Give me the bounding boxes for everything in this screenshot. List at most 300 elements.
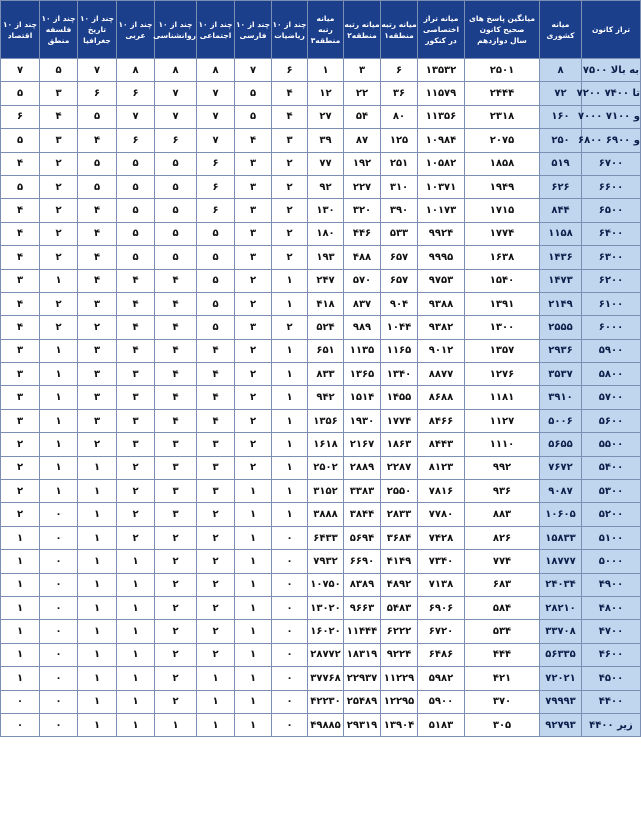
cell-psychology-out-of-10: ۴ — [155, 292, 197, 315]
cell-rank-median-region3: ۲۵۰۲ — [308, 456, 344, 479]
cell-psychology-out-of-10: ۱ — [155, 713, 197, 736]
cell-math-out-of-10: ۰ — [272, 596, 308, 619]
cell-history-geography-out-of-10: ۵ — [78, 105, 117, 128]
cell-kanoon-score: ۵۸۰۰ — [582, 363, 641, 386]
cell-arabic-out-of-10: ۲ — [117, 526, 155, 549]
cell-rank-median-region1: ۶۵۷ — [381, 269, 418, 292]
cell-social-out-of-10: ۳ — [197, 433, 235, 456]
cell-social-out-of-10: ۱ — [197, 667, 235, 690]
header-text: میانه — [551, 19, 570, 29]
header-text: چند از ۱۰ — [198, 19, 233, 29]
cell-history-geography-out-of-10: ۱ — [78, 620, 117, 643]
cell-specialized-score-median: ۹۳۸۲ — [418, 316, 465, 339]
cell-history-geography-out-of-10: ۳ — [78, 386, 117, 409]
header-philosophy-logic-out-of-10 — [40, 1, 78, 59]
cell-rank-median-region2: ۲۸۸۹ — [344, 456, 381, 479]
cell-social-out-of-10: ۷ — [197, 129, 235, 152]
cell-specialized-score-median: ۱۳۵۳۲ — [418, 59, 465, 82]
cell-history-geography-out-of-10: ۱ — [78, 573, 117, 596]
header-text: سال دوازدهم — [477, 36, 527, 45]
cell-history-geography-out-of-10: ۱ — [78, 503, 117, 526]
header-row — [1, 1, 641, 59]
cell-persian-out-of-10: ۱ — [235, 643, 272, 666]
cell-specialized-score-median: ۹۹۲۴ — [418, 222, 465, 245]
cell-philosophy-logic-out-of-10: ۱ — [40, 433, 78, 456]
cell-history-geography-out-of-10: ۵ — [78, 175, 117, 198]
cell-math-out-of-10: ۶ — [272, 59, 308, 82]
cell-philosophy-logic-out-of-10: ۱ — [40, 386, 78, 409]
cell-rank-median-region1: ۱۰۴۴ — [381, 316, 418, 339]
header-text: فلسفه — [45, 25, 72, 34]
cell-social-out-of-10: ۲ — [197, 526, 235, 549]
cell-kanoon-score: ۶۵۰۰ — [582, 199, 641, 222]
cell-math-out-of-10: ۲ — [272, 199, 308, 222]
table-row — [1, 526, 641, 549]
cell-math-out-of-10: ۰ — [272, 573, 308, 596]
cell-kanoon-score: ۵۰۰۰ — [582, 550, 641, 573]
cell-specialized-score-median: ۹۹۹۵ — [418, 246, 465, 269]
cell-psychology-out-of-10: ۸ — [155, 59, 197, 82]
table-row — [1, 246, 641, 269]
cell-rank-median-region3: ۱۳۵۶ — [308, 409, 344, 432]
cell-arabic-out-of-10: ۴ — [117, 339, 155, 362]
header-rank-median-region3 — [308, 1, 344, 59]
cell-math-out-of-10: ۱ — [272, 269, 308, 292]
cell-rank-median-region1: ۶ — [381, 59, 418, 82]
cell-rank-median-region1: ۱۸۶۳ — [381, 433, 418, 456]
cell-math-out-of-10: ۱ — [272, 503, 308, 526]
cell-kanoon-score: ۵۴۰۰ — [582, 456, 641, 479]
cell-kanoon-score: ۵۳۰۰ — [582, 480, 641, 503]
cell-avg-correct-answers: ۱۲۷۶ — [465, 363, 540, 386]
cell-rank-median-region2: ۱۸۳۱۹ — [344, 643, 381, 666]
cell-national-median: ۸۴۴ — [540, 199, 582, 222]
cell-philosophy-logic-out-of-10: ۰ — [40, 620, 78, 643]
cell-persian-out-of-10: ۲ — [235, 269, 272, 292]
cell-avg-correct-answers: ۲۳۱۸ — [465, 105, 540, 128]
cell-rank-median-region1: ۳۱۰ — [381, 175, 418, 198]
cell-arabic-out-of-10: ۵ — [117, 222, 155, 245]
cell-economics-out-of-10: ۱ — [1, 596, 40, 619]
cell-kanoon-score: تا ۷۴۰۰ ۷۲۰۰ — [582, 82, 641, 105]
cell-kanoon-score: ۴۶۰۰ — [582, 643, 641, 666]
cell-persian-out-of-10: ۵ — [235, 82, 272, 105]
cell-rank-median-region1: ۵۴۸۳ — [381, 596, 418, 619]
table-row — [1, 292, 641, 315]
cell-math-out-of-10: ۴ — [272, 105, 308, 128]
cell-economics-out-of-10: ۳ — [1, 386, 40, 409]
cell-rank-median-region3: ۱۸۰ — [308, 222, 344, 245]
cell-rank-median-region1: ۳۶۸۴ — [381, 526, 418, 549]
cell-kanoon-score: ۵۱۰۰ — [582, 526, 641, 549]
cell-specialized-score-median: ۶۴۸۶ — [418, 643, 465, 666]
cell-social-out-of-10: ۳ — [197, 480, 235, 503]
table-row — [1, 105, 641, 128]
table-header — [1, 1, 641, 59]
header-text: میانه تراز — [423, 14, 459, 23]
cell-kanoon-score: ۶۷۰۰ — [582, 152, 641, 175]
cell-persian-out-of-10: ۴ — [235, 129, 272, 152]
cell-rank-median-region2: ۱۳۶۵ — [344, 363, 381, 386]
cell-psychology-out-of-10: ۲ — [155, 667, 197, 690]
cell-psychology-out-of-10: ۲ — [155, 573, 197, 596]
cell-social-out-of-10: ۵ — [197, 246, 235, 269]
cell-social-out-of-10: ۷ — [197, 105, 235, 128]
header-psychology-out-of-10 — [155, 1, 197, 59]
header-social-out-of-10 — [197, 1, 235, 59]
cell-philosophy-logic-out-of-10: ۱ — [40, 363, 78, 386]
cell-kanoon-score: ۶۰۰۰ — [582, 316, 641, 339]
cell-psychology-out-of-10: ۶ — [155, 129, 197, 152]
cell-national-median: ۶۲۶ — [540, 175, 582, 198]
cell-social-out-of-10: ۱ — [197, 690, 235, 713]
cell-arabic-out-of-10: ۵ — [117, 175, 155, 198]
cell-rank-median-region3: ۴۹۸۸۵ — [308, 713, 344, 736]
cell-specialized-score-median: ۸۸۷۷ — [418, 363, 465, 386]
table-row — [1, 550, 641, 573]
cell-social-out-of-10: ۵ — [197, 316, 235, 339]
cell-persian-out-of-10: ۱ — [235, 596, 272, 619]
cell-philosophy-logic-out-of-10: ۲ — [40, 152, 78, 175]
cell-rank-median-region2: ۸۳۸۹ — [344, 573, 381, 596]
cell-rank-median-region3: ۶۴۳۳ — [308, 526, 344, 549]
cell-national-median: ۸ — [540, 59, 582, 82]
cell-psychology-out-of-10: ۵ — [155, 175, 197, 198]
cell-economics-out-of-10: ۲ — [1, 480, 40, 503]
cell-economics-out-of-10: ۴ — [1, 152, 40, 175]
cell-avg-correct-answers: ۲۵۰۱ — [465, 59, 540, 82]
cell-persian-out-of-10: ۱ — [235, 690, 272, 713]
cell-rank-median-region1: ۲۲۸۷ — [381, 456, 418, 479]
cell-rank-median-region1: ۶۲۲۲ — [381, 620, 418, 643]
cell-social-out-of-10: ۴ — [197, 409, 235, 432]
header-text: کشوری — [546, 30, 575, 40]
cell-social-out-of-10: ۵ — [197, 222, 235, 245]
cell-psychology-out-of-10: ۵ — [155, 222, 197, 245]
cell-rank-median-region3: ۱۳۰ — [308, 199, 344, 222]
header-text: میانگین پاسخ های — [468, 14, 536, 23]
cell-rank-median-region2: ۲۲ — [344, 82, 381, 105]
cell-rank-median-region3: ۱۳۰۲۰ — [308, 596, 344, 619]
cell-specialized-score-median: ۸۴۴۳ — [418, 433, 465, 456]
cell-social-out-of-10: ۵ — [197, 269, 235, 292]
cell-arabic-out-of-10: ۴ — [117, 269, 155, 292]
cell-kanoon-score: ۵۹۰۰ — [582, 339, 641, 362]
cell-rank-median-region2: ۶۶۹۰ — [344, 550, 381, 573]
header-arabic-out-of-10 — [117, 1, 155, 59]
cell-avg-correct-answers: ۹۳۶ — [465, 480, 540, 503]
cell-philosophy-logic-out-of-10: ۰ — [40, 526, 78, 549]
cell-rank-median-region1: ۳۶ — [381, 82, 418, 105]
header-text: فارسی — [239, 30, 267, 40]
cell-specialized-score-median: ۱۱۵۷۹ — [418, 82, 465, 105]
cell-national-median: ۷۶۷۲ — [540, 456, 582, 479]
cell-avg-correct-answers: ۳۷۰ — [465, 690, 540, 713]
header-text: منطقه۲ — [347, 30, 377, 40]
header-text: میانه رتبه — [316, 14, 335, 34]
cell-avg-correct-answers: ۱۶۳۸ — [465, 246, 540, 269]
header-text: اقتصاد — [7, 30, 33, 40]
cell-specialized-score-median: ۷۴۲۸ — [418, 526, 465, 549]
cell-math-out-of-10: ۲ — [272, 152, 308, 175]
cell-rank-median-region3: ۱۲ — [308, 82, 344, 105]
cell-arabic-out-of-10: ۱ — [117, 690, 155, 713]
cell-math-out-of-10: ۰ — [272, 526, 308, 549]
cell-arabic-out-of-10: ۸ — [117, 59, 155, 82]
cell-national-median: ۱۸۷۷۷ — [540, 550, 582, 573]
cell-rank-median-region1: ۴۸۹۲ — [381, 573, 418, 596]
cell-rank-median-region3: ۳۸۸۸ — [308, 503, 344, 526]
cell-national-median: ۲۹۳۶ — [540, 339, 582, 362]
cell-avg-correct-answers: ۱۱۸۱ — [465, 386, 540, 409]
cell-history-geography-out-of-10: ۱ — [78, 456, 117, 479]
cell-math-out-of-10: ۱ — [272, 480, 308, 503]
table-row — [1, 199, 641, 222]
cell-persian-out-of-10: ۲ — [235, 339, 272, 362]
cell-math-out-of-10: ۱ — [272, 292, 308, 315]
cell-math-out-of-10: ۲ — [272, 316, 308, 339]
header-text: چند از ۱۰ — [235, 19, 271, 29]
header-rank-median-region2 — [344, 1, 381, 59]
table-row — [1, 269, 641, 292]
cell-rank-median-region2: ۱۹۲ — [344, 152, 381, 175]
cell-rank-median-region1: ۲۸۳۳ — [381, 503, 418, 526]
cell-social-out-of-10: ۶ — [197, 175, 235, 198]
cell-history-geography-out-of-10: ۱ — [78, 643, 117, 666]
cell-economics-out-of-10: ۰ — [1, 713, 40, 736]
cell-rank-median-region2: ۱۵۱۴ — [344, 386, 381, 409]
cell-kanoon-score: ۵۶۰۰ — [582, 409, 641, 432]
cell-specialized-score-median: ۱۱۳۵۶ — [418, 105, 465, 128]
cell-economics-out-of-10: ۱ — [1, 573, 40, 596]
cell-specialized-score-median: ۸۱۲۳ — [418, 456, 465, 479]
cell-arabic-out-of-10: ۵ — [117, 199, 155, 222]
table-row — [1, 152, 641, 175]
cell-rank-median-region1: ۱۱۲۲۹ — [381, 667, 418, 690]
cell-specialized-score-median: ۷۸۱۶ — [418, 480, 465, 503]
cell-history-geography-out-of-10: ۶ — [78, 82, 117, 105]
cell-psychology-out-of-10: ۲ — [155, 620, 197, 643]
cell-rank-median-region2: ۹۸۹ — [344, 316, 381, 339]
header-text: تاریخ — [87, 25, 107, 34]
cell-history-geography-out-of-10: ۲ — [78, 316, 117, 339]
cell-philosophy-logic-out-of-10: ۱ — [40, 269, 78, 292]
header-text: چند از ۱۰ — [118, 19, 153, 29]
cell-economics-out-of-10: ۱ — [1, 526, 40, 549]
cell-avg-correct-answers: ۷۷۴ — [465, 550, 540, 573]
cell-kanoon-score: ۶۲۰۰ — [582, 269, 641, 292]
table-row — [1, 82, 641, 105]
cell-economics-out-of-10: ۴ — [1, 316, 40, 339]
cell-arabic-out-of-10: ۲ — [117, 503, 155, 526]
cell-philosophy-logic-out-of-10: ۱ — [40, 480, 78, 503]
cell-history-geography-out-of-10: ۱ — [78, 667, 117, 690]
cell-psychology-out-of-10: ۴ — [155, 386, 197, 409]
cell-philosophy-logic-out-of-10: ۱ — [40, 456, 78, 479]
cell-national-median: ۲۵۵۵ — [540, 316, 582, 339]
table-row — [1, 573, 641, 596]
cell-economics-out-of-10: ۱ — [1, 667, 40, 690]
cell-avg-correct-answers: ۱۳۵۷ — [465, 339, 540, 362]
cell-history-geography-out-of-10: ۴ — [78, 129, 117, 152]
cell-social-out-of-10: ۷ — [197, 82, 235, 105]
cell-specialized-score-median: ۸۶۸۸ — [418, 386, 465, 409]
cell-rank-median-region3: ۲۸۷۷۲ — [308, 643, 344, 666]
header-text: میانه رتبه — [381, 19, 417, 29]
cell-social-out-of-10: ۴ — [197, 363, 235, 386]
cell-philosophy-logic-out-of-10: ۰ — [40, 667, 78, 690]
cell-rank-median-region2: ۹۶۶۳ — [344, 596, 381, 619]
cell-kanoon-score: زیر ۴۴۰۰ — [582, 713, 641, 736]
cell-kanoon-score: ۴۵۰۰ — [582, 667, 641, 690]
cell-psychology-out-of-10: ۷ — [155, 105, 197, 128]
cell-rank-median-region2: ۴۴۶ — [344, 222, 381, 245]
table-row — [1, 667, 641, 690]
cell-kanoon-score: ۵۵۰۰ — [582, 433, 641, 456]
table-row — [1, 386, 641, 409]
cell-avg-correct-answers: ۲۰۷۵ — [465, 129, 540, 152]
cell-rank-median-region3: ۶۵۱ — [308, 339, 344, 362]
cell-rank-median-region3: ۲۴۷ — [308, 269, 344, 292]
header-text: ریاضیات — [274, 30, 305, 40]
cell-philosophy-logic-out-of-10: ۲ — [40, 246, 78, 269]
cell-rank-median-region3: ۷۷ — [308, 152, 344, 175]
cell-history-geography-out-of-10: ۱ — [78, 550, 117, 573]
cell-history-geography-out-of-10: ۳ — [78, 409, 117, 432]
cell-rank-median-region1: ۸۰ — [381, 105, 418, 128]
cell-history-geography-out-of-10: ۴ — [78, 269, 117, 292]
cell-national-median: ۱۶۰ — [540, 105, 582, 128]
cell-avg-correct-answers: ۳۰۵ — [465, 713, 540, 736]
cell-persian-out-of-10: ۷ — [235, 59, 272, 82]
cell-economics-out-of-10: ۵ — [1, 82, 40, 105]
cell-persian-out-of-10: ۱ — [235, 620, 272, 643]
header-text: منطقه۳ — [310, 36, 341, 45]
cell-national-median: ۵۰۰۶ — [540, 409, 582, 432]
cell-math-out-of-10: ۳ — [272, 129, 308, 152]
cell-avg-correct-answers: ۱۳۹۱ — [465, 292, 540, 315]
cell-specialized-score-median: ۵۹۸۲ — [418, 667, 465, 690]
cell-kanoon-score: ۶۴۰۰ — [582, 222, 641, 245]
cell-rank-median-region1: ۲۵۵۰ — [381, 480, 418, 503]
header-text: چند از ۱۰ — [158, 19, 193, 29]
cell-national-median: ۳۳۷۰۸ — [540, 620, 582, 643]
header-text: چند از ۱۰ — [2, 19, 38, 29]
cell-arabic-out-of-10: ۶ — [117, 82, 155, 105]
cell-specialized-score-median: ۵۹۰۰ — [418, 690, 465, 713]
cell-psychology-out-of-10: ۴ — [155, 316, 197, 339]
cell-rank-median-region2: ۱۹۳۰ — [344, 409, 381, 432]
cell-history-geography-out-of-10: ۴ — [78, 222, 117, 245]
cell-social-out-of-10: ۶ — [197, 199, 235, 222]
cell-national-median: ۱۵۸۳۳ — [540, 526, 582, 549]
cell-persian-out-of-10: ۳ — [235, 222, 272, 245]
table-row — [1, 409, 641, 432]
cell-rank-median-region3: ۲۷ — [308, 105, 344, 128]
cell-national-median: ۵۶۵۵ — [540, 433, 582, 456]
cell-rank-median-region2: ۳ — [344, 59, 381, 82]
cell-national-median: ۱۴۷۳ — [540, 269, 582, 292]
cell-persian-out-of-10: ۱ — [235, 526, 272, 549]
cell-persian-out-of-10: ۳ — [235, 199, 272, 222]
cell-economics-out-of-10: ۴ — [1, 292, 40, 315]
cell-rank-median-region2: ۸۷ — [344, 129, 381, 152]
cell-national-median: ۷۹۹۹۳ — [540, 690, 582, 713]
cell-national-median: ۱۰۶۰۵ — [540, 503, 582, 526]
cell-specialized-score-median: ۷۷۸۰ — [418, 503, 465, 526]
cell-economics-out-of-10: ۵ — [1, 129, 40, 152]
cell-rank-median-region2: ۳۸۴۴ — [344, 503, 381, 526]
cell-rank-median-region3: ۹۲ — [308, 175, 344, 198]
cell-arabic-out-of-10: ۴ — [117, 292, 155, 315]
cell-rank-median-region1: ۱۳۴۰ — [381, 363, 418, 386]
cell-persian-out-of-10: ۱ — [235, 667, 272, 690]
cell-avg-correct-answers: ۱۵۴۰ — [465, 269, 540, 292]
header-avg-correct-answers — [465, 1, 540, 59]
cell-rank-median-region1: ۱۲۵ — [381, 129, 418, 152]
cell-avg-correct-answers: ۹۹۲ — [465, 456, 540, 479]
cell-social-out-of-10: ۱ — [197, 713, 235, 736]
cell-social-out-of-10: ۲ — [197, 643, 235, 666]
header-math-out-of-10 — [272, 1, 308, 59]
cell-specialized-score-median: ۵۱۸۳ — [418, 713, 465, 736]
header-text: اجتماعی — [199, 30, 232, 40]
cell-rank-median-region3: ۹۴۲ — [308, 386, 344, 409]
cell-philosophy-logic-out-of-10: ۲ — [40, 199, 78, 222]
table-body — [1, 59, 641, 737]
cell-economics-out-of-10: ۴ — [1, 246, 40, 269]
cell-history-geography-out-of-10: ۴ — [78, 246, 117, 269]
table-row — [1, 596, 641, 619]
cell-persian-out-of-10: ۲ — [235, 386, 272, 409]
cell-kanoon-score: و ۶۹۰۰ ۶۸۰۰ — [582, 129, 641, 152]
cell-kanoon-score: ۴۷۰۰ — [582, 620, 641, 643]
cell-history-geography-out-of-10: ۱ — [78, 690, 117, 713]
cell-psychology-out-of-10: ۵ — [155, 152, 197, 175]
cell-economics-out-of-10: ۲ — [1, 456, 40, 479]
table-row — [1, 175, 641, 198]
cell-economics-out-of-10: ۱ — [1, 550, 40, 573]
cell-math-out-of-10: ۱ — [272, 456, 308, 479]
cell-rank-median-region1: ۱۱۶۵ — [381, 339, 418, 362]
cell-math-out-of-10: ۰ — [272, 550, 308, 573]
cell-rank-median-region2: ۵۷۰ — [344, 269, 381, 292]
cell-avg-correct-answers: ۶۸۳ — [465, 573, 540, 596]
cell-history-geography-out-of-10: ۴ — [78, 199, 117, 222]
cell-persian-out-of-10: ۱ — [235, 550, 272, 573]
cell-psychology-out-of-10: ۳ — [155, 503, 197, 526]
cell-rank-median-region2: ۲۵۴۸۹ — [344, 690, 381, 713]
cell-rank-median-region3: ۳۷۷۶۸ — [308, 667, 344, 690]
cell-avg-correct-answers: ۸۸۳ — [465, 503, 540, 526]
cell-avg-correct-answers: ۵۸۴ — [465, 596, 540, 619]
cell-math-out-of-10: ۱ — [272, 409, 308, 432]
header-persian-out-of-10 — [235, 1, 272, 59]
cell-economics-out-of-10: ۲ — [1, 433, 40, 456]
cell-history-geography-out-of-10: ۷ — [78, 59, 117, 82]
cell-rank-median-region2: ۲۲۷ — [344, 175, 381, 198]
header-text: اختصاصی — [422, 25, 460, 34]
cell-philosophy-logic-out-of-10: ۲ — [40, 316, 78, 339]
cell-avg-correct-answers: ۱۳۰۰ — [465, 316, 540, 339]
cell-psychology-out-of-10: ۵ — [155, 199, 197, 222]
cell-national-median: ۲۵۰ — [540, 129, 582, 152]
header-rank-median-region1 — [381, 1, 418, 59]
cell-arabic-out-of-10: ۳ — [117, 409, 155, 432]
header-text: روانشناسی — [153, 30, 196, 40]
cell-rank-median-region1: ۱۲۲۹۵ — [381, 690, 418, 713]
cell-arabic-out-of-10: ۱ — [117, 620, 155, 643]
